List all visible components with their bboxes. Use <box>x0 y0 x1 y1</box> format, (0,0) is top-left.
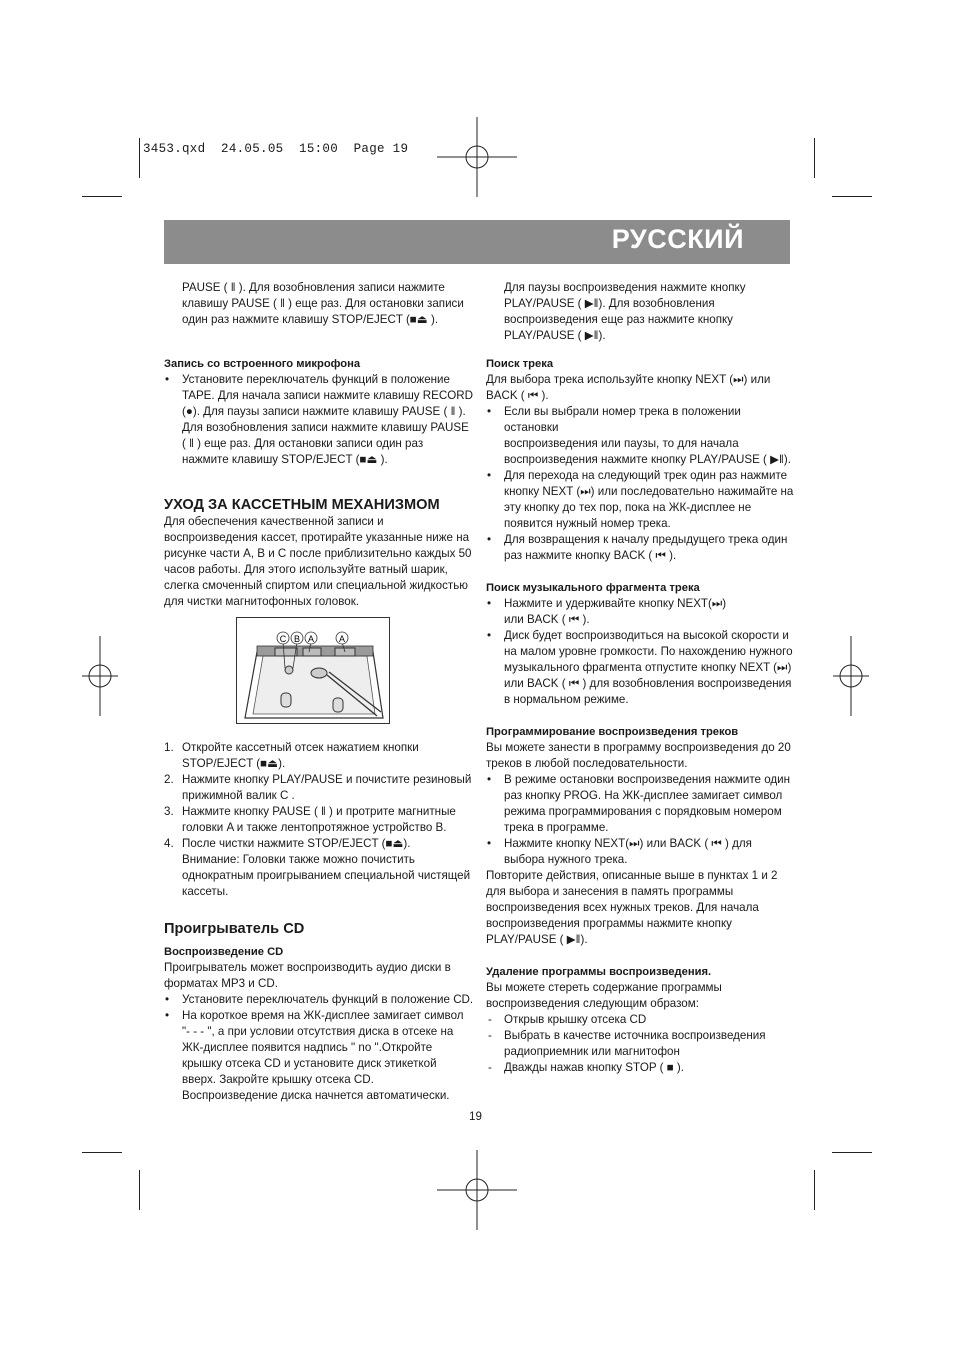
list-item <box>164 372 474 468</box>
text-line: вверх. Закройте крышку отсека CD. <box>182 1073 374 1086</box>
text-line: • Если вы выбрали номер трека в положении остановки <box>504 405 741 434</box>
text-line: Нажмите кнопку PLAY/PAUSE и почистите резиновый <box>182 773 472 786</box>
text-line: раз кнопку PROG. На ЖК-дисплее замигает символ <box>504 789 783 802</box>
text-line: Вы можете занести в программу воспроизведения до 20 <box>486 741 791 754</box>
text-line: радиоприемник или магнитофон <box>504 1045 680 1058</box>
bullet-list <box>486 772 796 868</box>
text-line: кнопку NEXT (⏭) или последовательно нажимайте на <box>504 485 794 498</box>
text-line: PLAY/PAUSE ( ▶‖). <box>504 329 606 342</box>
text-line: • Нажмите и удерживайте кнопку NEXT(⏭) <box>504 597 727 610</box>
paragraph <box>164 514 474 610</box>
step-number: 3. <box>164 805 174 818</box>
cleaning-steps-list <box>164 740 474 900</box>
right-column <box>486 280 796 1076</box>
text-line: PLAY/PAUSE ( ▶‖). <box>486 933 588 946</box>
text-line: Вы можете стереть содержание программы <box>486 981 722 994</box>
list-item <box>486 404 796 468</box>
text-line: для выбора и занесения в память программы <box>486 885 734 898</box>
text-line: воспроизведения программы нажмите кнопку <box>486 917 732 930</box>
text-line: слегка смоченный спиртом или специальной жидкостью <box>164 579 468 592</box>
list-item <box>486 596 796 628</box>
text-line: один раз нажмите клавишу STOP/EJECT (■⏏ ). <box>182 313 439 326</box>
text-line: STOP/EJECT (■⏏). <box>182 757 286 770</box>
left-column-lower <box>164 740 474 1104</box>
text-line: эту кнопку до тех пор, пока на ЖК-дисплее не <box>504 501 752 514</box>
text-line: часов работы. Для этого используйте ватный шарик, <box>164 563 448 576</box>
file-slug: 3453.qxd 24.05.05 15:00 Page 19 <box>143 142 409 156</box>
text-line: • Установите переключатель функций в положение CD. <box>182 993 474 1006</box>
text-line: • Нажмите кнопку NEXT(⏭) или BACK ( ⏮ ) для <box>504 837 752 850</box>
figure-label-b: B <box>293 634 301 644</box>
text-line: треков в любой последовательности. <box>486 757 688 770</box>
text-line: PAUSE ( ‖ ). Для возобновления записи нажмите <box>182 281 445 294</box>
text-line: рисунке части A, B и C после приблизительно каждых 50 <box>164 547 472 560</box>
text-line: • На короткое время на ЖК-дисплее замигает символ <box>182 1009 464 1022</box>
section-subheading: Запись со встроенного микрофона <box>164 358 361 370</box>
figure-label-a-right: A <box>338 634 346 644</box>
step-number: 2. <box>164 773 174 786</box>
list-item <box>164 740 474 772</box>
text-line: музыкального фрагмента отпустите кнопку NEXT (⏭) <box>504 661 792 674</box>
text-line: • Для возвращения к началу предыдущего трека один <box>504 533 788 546</box>
text-line: в нормальном режиме. <box>504 693 629 706</box>
text-line: TAPE. Для начала записи нажмите клавишу RECORD <box>182 389 474 402</box>
text-line: на малом уровне громкости. По нахождению нужного <box>504 645 793 658</box>
paragraph <box>486 980 796 1012</box>
text-line: ( ‖ ) еще раз. Для остановки записи один раз <box>182 437 424 450</box>
text-line: воспроизведения всех нужных треков. Для начала <box>486 901 759 914</box>
figure-label-a: A <box>307 634 315 644</box>
list-item <box>486 1012 796 1028</box>
registration-mark-icon <box>437 117 517 197</box>
crop-mark <box>814 138 815 178</box>
text-line: После чистки нажмите STOP/EJECT (■⏏). <box>182 837 411 850</box>
text-line: Проигрыватель может воспроизводить аудио диски в <box>164 961 451 974</box>
crop-mark <box>832 1152 872 1153</box>
text-line: воспроизведения нажмите кнопку PLAY/PAUSE ( ▶‖). <box>504 453 791 466</box>
list-item <box>164 772 474 804</box>
paragraph <box>486 740 796 772</box>
text-line: клавишу PAUSE ( ‖ ) еще раз. Для остановки записи <box>182 297 464 310</box>
section-subheading: Поиск музыкального фрагмента трека <box>486 582 700 594</box>
step-number: 1. <box>164 741 174 754</box>
text-line: раз нажмите кнопку BACK ( ⏮ ). <box>504 549 677 562</box>
cassette-mechanism-drawing <box>237 618 389 723</box>
text-line: Повторите действия, описанные выше в пунктах 1 и 2 <box>486 869 778 882</box>
text-line: • В режиме остановки воспроизведения нажмите один <box>504 773 791 786</box>
text-line: форматах MP3 и CD. <box>164 977 278 990</box>
crop-mark <box>82 1152 122 1153</box>
list-item <box>164 804 474 836</box>
section-subheading: Поиск трека <box>486 358 554 370</box>
crop-mark <box>139 1170 140 1210</box>
text-line: для чистки магнитофонных головок. <box>164 595 359 608</box>
text-line: PLAY/PAUSE ( ▶‖). Для возобновления <box>504 297 715 310</box>
text-line: Откройте кассетный отсек нажатием кнопки <box>182 741 419 754</box>
language-banner <box>164 220 790 264</box>
text-line: • Для перехода на следующий трек один раз нажмите <box>504 469 788 482</box>
text-line: выбора нужного трека. <box>504 853 628 866</box>
registration-mark-icon <box>437 1150 517 1230</box>
left-column <box>164 280 474 610</box>
section-heading: УХОД ЗА КАССЕТНЫМ МЕХАНИЗМОМ <box>164 497 440 513</box>
list-item <box>164 836 474 900</box>
text-line: воспроизведения еще раз нажмите кнопку <box>504 313 733 326</box>
step-number: 4. <box>164 837 174 850</box>
text-line: появится нужный номер трека. <box>504 517 671 530</box>
text-line: воспроизведения следующим образом: <box>486 997 699 1010</box>
list-item <box>486 1060 796 1076</box>
section-subheading: Программирование воспроизведения треков <box>486 726 739 738</box>
figure-label-c: C <box>279 634 287 644</box>
text-line: ЖК-дисплее появится надпись " no ".Откройте <box>182 1041 433 1054</box>
text-line: прижимной валик C . <box>182 789 295 802</box>
crop-mark <box>832 196 872 197</box>
text-line: воспроизведения или паузы, то для начала <box>504 437 739 450</box>
text-line: воспроизведения кассет, протирайте указанные ниже на <box>164 531 470 544</box>
text-line: Нажмите кнопку PAUSE ( ‖ ) и протрите магнитные <box>182 805 456 818</box>
text-line: режима программирования с порядковым номером <box>504 805 782 818</box>
cassette-mechanism-illustration <box>236 617 390 724</box>
paragraph <box>164 960 474 992</box>
text-line: трека в программе. <box>504 821 609 834</box>
list-item <box>486 836 796 868</box>
text-line: Для выбора трека используйте кнопку NEXT (⏭) или <box>486 373 771 386</box>
text-line: - Выбрать в качестве источника воспроизведения <box>504 1029 766 1042</box>
text-line: • Установите переключатель функций в положение <box>182 373 450 386</box>
text-line: • Диск будет воспроизводиться на высокой скорости и <box>504 629 789 642</box>
registration-mark-icon <box>60 636 140 716</box>
list-item <box>486 628 796 708</box>
text-line: Воспроизведение диска начнется автоматически. <box>182 1089 450 1102</box>
section-subheading: Удаление программы воспроизведения. <box>486 966 712 978</box>
registration-mark-icon <box>811 636 891 716</box>
text-line: BACK ( ⏮ ). <box>486 389 549 402</box>
crop-mark <box>139 138 140 178</box>
text-line: Для возобновления записи нажмите клавишу PAUSE <box>182 421 469 434</box>
list-item <box>486 532 796 564</box>
text-line: "- - - ", а при условии отсутствия диска в отсеке на <box>182 1025 454 1038</box>
list-item <box>164 992 474 1008</box>
bullet-list <box>486 404 796 564</box>
paragraph <box>486 280 796 344</box>
text-line: или BACK ( ⏮ ). <box>504 613 590 626</box>
text-line: нажмите клавишу STOP/EJECT (■⏏ ). <box>182 453 388 466</box>
list-item <box>486 772 796 836</box>
bullet-list <box>164 992 474 1104</box>
crop-mark <box>82 196 122 197</box>
text-line: - Дважды нажав кнопку STOP ( ■ ). <box>504 1061 685 1074</box>
crop-mark <box>814 1170 815 1210</box>
list-item <box>164 1008 474 1104</box>
text-line: головки A и также лентопротяжное устройство B. <box>182 821 447 834</box>
text-line: Для паузы воспроизведения нажмите кнопку <box>504 281 746 294</box>
bullet-list <box>486 596 796 708</box>
list-item <box>486 468 796 532</box>
paragraph <box>486 868 796 948</box>
paragraph <box>486 372 796 404</box>
text-line: - Открыв крышку отсека CD <box>504 1013 647 1026</box>
page-number: 19 <box>469 1110 482 1123</box>
bullet-list <box>164 372 474 468</box>
dash-list <box>486 1012 796 1076</box>
text-line: или BACK ( ⏮ ) для возобновления воспроизведения <box>504 677 792 690</box>
text-line: крышку отсека CD и установите диск этикеткой <box>182 1057 437 1070</box>
text-line: (●). Для паузы записи нажмите клавишу PAUSE ( ‖ ). <box>182 405 466 418</box>
text-line: Внимание: Головки также можно почистить <box>182 853 415 866</box>
text-line: однократным проигрыванием специальной чистящей <box>182 869 471 882</box>
text-line: кассеты. <box>182 885 229 898</box>
banner-title: РУССКИЙ <box>611 224 744 254</box>
recording-continued-text <box>164 280 474 328</box>
section-heading: Проигрыватель CD <box>164 921 305 937</box>
text-line: Для обеспечения качественной записи и <box>164 515 384 528</box>
section-subheading: Воспроизведение CD <box>164 946 284 958</box>
list-item <box>486 1028 796 1060</box>
